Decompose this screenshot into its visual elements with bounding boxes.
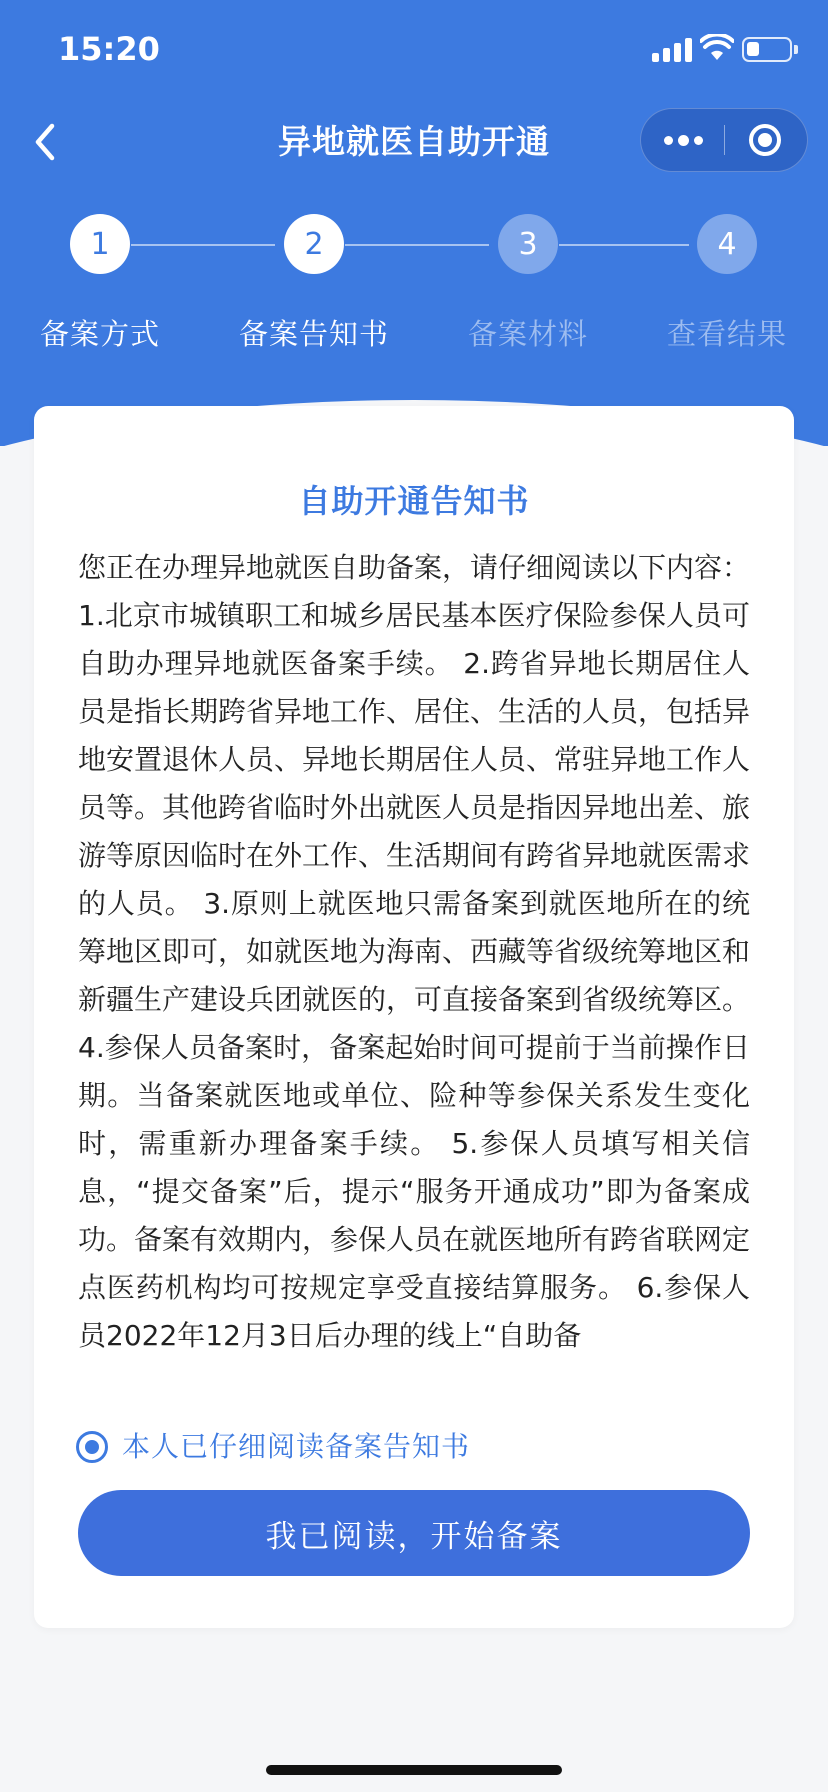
step-2-circle: 2 <box>284 214 344 274</box>
step-connector <box>131 244 275 246</box>
battery-nub <box>794 45 798 54</box>
agree-radio-dot <box>85 1440 99 1454</box>
step-connector <box>345 244 489 246</box>
wifi-icon <box>700 34 734 62</box>
notice-title: 自助开通告知书 <box>298 482 530 520</box>
step-connector <box>559 244 689 246</box>
step-1-circle: 1 <box>70 214 130 274</box>
agree-label[interactable]: 本人已仔细阅读备案告知书 <box>122 1430 471 1463</box>
page-title: 异地就医自助开通 <box>278 122 550 161</box>
notice-body[interactable]: 您正在办理异地就医自助备案，请仔细阅读以下内容： 1.北京市城镇职工和城乡居民基本医疗保险参保人员可自助办理异地就医备案手续。 2.跨省异地长期居住人员是指长期跨省异地工作、居住、生活的人员，包括异地安置退休人员、异地长期居住人员、常驻异地工作人员等。其他跨省临时外出就医人员是指因异地出差、旅游等原因临时在外工作、生活期间有跨省异地就医需求的人员。 3.原则上就医地只需备案到就医地所在的统筹地区即可，如就医地为海南、西藏等省级统筹地区和新疆生产建设兵团就医的，可直接备案到省级统筹区。 4.参保人员备案时，备案起始时间可提前于当前操作日期。当备案就医地或单位、险种等参保关系发生变化时，需重新办理备案手续。 5.参保人员填写相关信息，“提交备案”后，提示“服务开通成功”即为备案成功。备案有效期内，参保人员在就医地所有跨省联网定点医药机构均可按规定享受直接结算服务。 6.参保人员2022年12月3日后办理的线上“自助备 <box>78 551 750 1352</box>
step-2-label: 备案告知书 <box>238 317 389 351</box>
cellular-signal-icon <box>652 38 694 62</box>
status-time: 15:20 <box>58 30 160 68</box>
start-filing-button[interactable]: 我已阅读，开始备案 <box>78 1490 750 1576</box>
status-bar <box>0 0 828 98</box>
notice-card <box>34 406 794 1628</box>
more-icon[interactable] <box>641 109 724 171</box>
home-indicator[interactable] <box>266 1765 562 1775</box>
mini-program-capsule <box>640 108 808 172</box>
step-3-label: 备案材料 <box>467 317 588 351</box>
step-4-circle: 4 <box>697 214 757 274</box>
step-3-circle: 3 <box>498 214 558 274</box>
step-4-label: 查看结果 <box>666 317 787 351</box>
close-miniprogram-icon[interactable] <box>725 109 808 171</box>
agree-radio[interactable] <box>76 1431 108 1463</box>
step-1-label: 备案方式 <box>39 317 160 351</box>
battery-icon <box>742 37 792 62</box>
